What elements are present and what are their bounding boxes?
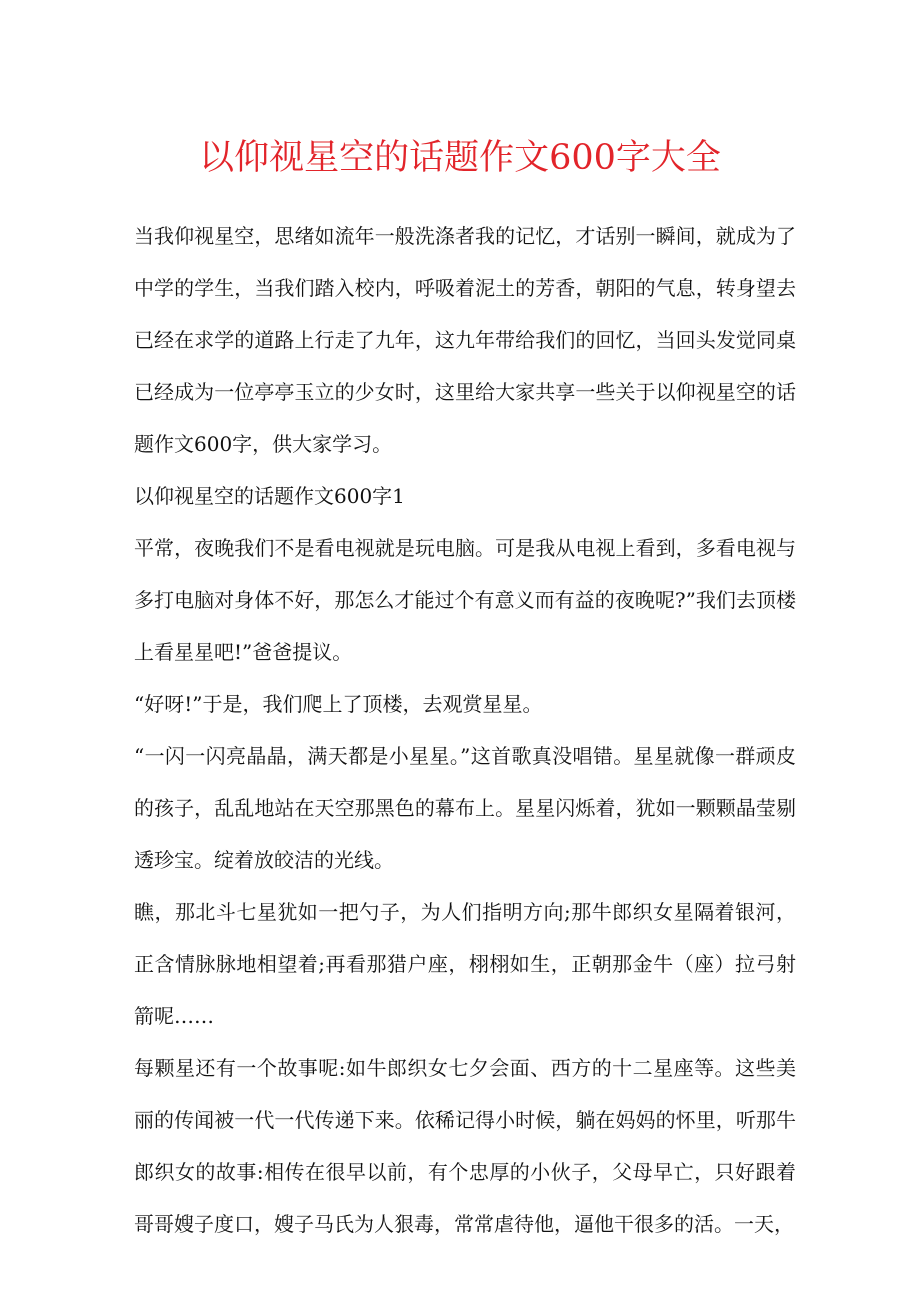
body-paragraph: 每颗星还有一个故事呢:如牛郎织女七夕会面、西方的十二星座等。这些美丽的传闻被一代一代传递下来。依稀记得小时候，躺在妈妈的怀里，听那牛郎织女的故事:相传在很早以前，有个忠厚的小伙子，父母早亡，只好跟着哥哥嫂子度口，嫂子马氏为人狠毒，常常虐待他，逼他干很多的活。一天， — [134, 1056, 796, 1236]
body-paragraph: “一闪一闪亮晶晶，满天都是小星星。”这首歌真没唱错。星星就像一群顽皮的孩子，乱乱地站在天空那黑色的幕布上。星星闪烁着，犹如一颗颗晶莹剔透珍宝。绽着放皎洁的光线。 — [134, 744, 796, 872]
body-paragraph: “好呀!”于是，我们爬上了顶楼，去观赏星星。 — [134, 692, 543, 716]
body-paragraph: 瞧，那北斗七星犹如一把勺子，为人们指明方向;那牛郎织女星隔着银河，正含情脉脉地相望着;再看那猎户座，栩栩如生，正朝那金牛（座）拉弓射箭呢…… — [134, 900, 796, 1028]
body-paragraph: 平常，夜晚我们不是看电视就是玩电脑。可是我从电视上看到，多看电视与多打电脑对身体不好，那怎么才能过个有意义而有益的夜晚呢?”我们去顶楼上看星星吧!”爸爸提议。 — [134, 536, 796, 664]
document-body — [134, 210, 796, 1250]
section-heading: 以仰视星空的话题作文600字1 — [134, 484, 405, 508]
document-title: 以仰视星空的话题作文600字大全 — [199, 138, 721, 178]
intro-paragraph: 当我仰视星空，思绪如流年一般洗涤者我的记忆，才话别一瞬间，就成为了中学的学生，当我们踏入校内，呼吸着泥土的芳香，朝阳的气息，转身望去已经在求学的道路上行走了九年，这九年带给我们的回忆，当回头发觉同桌已经成为一位亭亭玉立的少女时，这里给大家共享一些关于以仰视星空的话题作文600字，供大家学习。 — [134, 224, 796, 456]
